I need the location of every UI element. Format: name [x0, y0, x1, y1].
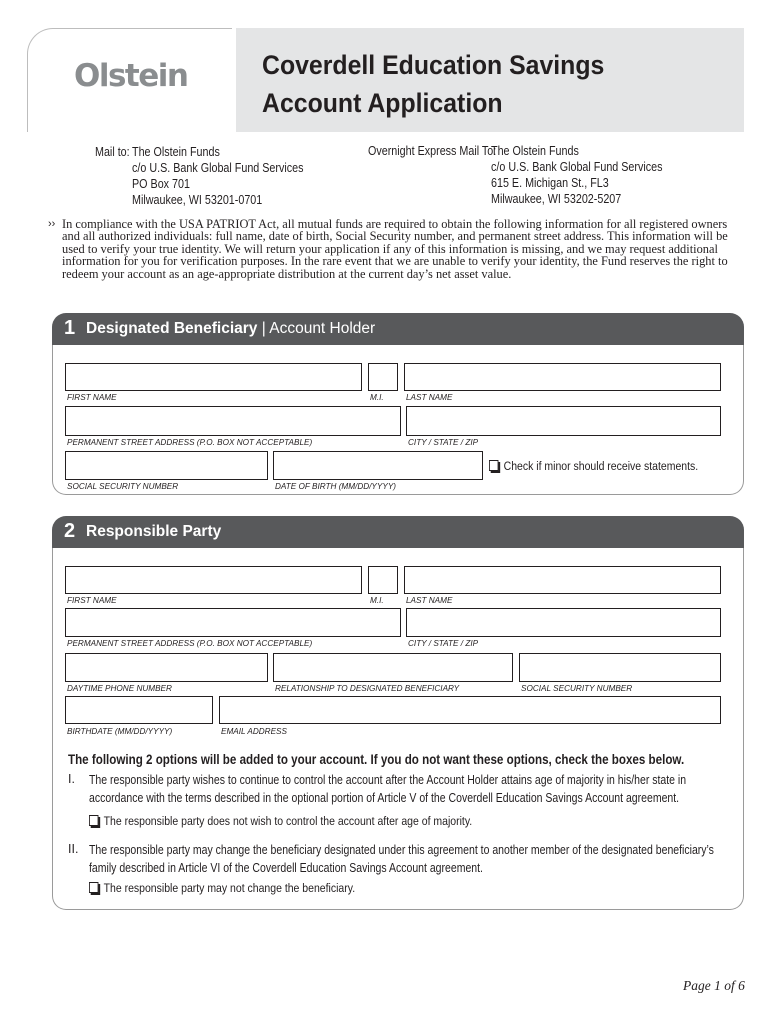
section-1-title: Designated Beneficiary | Account Holder [86, 320, 376, 337]
s2-first-name-field[interactable] [65, 566, 362, 594]
minor-statements-checkbox[interactable]: Check if minor should receive statements. [489, 459, 698, 473]
s1-ssn-field[interactable] [65, 451, 268, 480]
mail-to-label: Mail to: [95, 145, 130, 159]
s2-relationship-label: RELATIONSHIP TO DESIGNATED BENEFICIARY [275, 684, 460, 693]
s2-ssn-label: SOCIAL SECURITY NUMBER [521, 684, 633, 693]
s1-last-name-field[interactable] [404, 363, 721, 391]
mail-to-address: The Olstein Funds c/o U.S. Bank Global Fund Services PO Box 701 Milwaukee, WI 53201-0701 [132, 145, 304, 207]
section-2-header [52, 516, 744, 548]
s1-dob-field[interactable] [273, 451, 483, 480]
s2-email-field[interactable] [219, 696, 721, 724]
patriot-act-notice [48, 218, 738, 280]
checkbox-icon[interactable] [489, 460, 498, 471]
s1-dob-label: DATE OF BIRTH (MM/DD/YYYY) [275, 482, 397, 491]
section-2-number: 2 [64, 520, 76, 542]
s2-phone-label: DAYTIME PHONE NUMBER [67, 684, 172, 693]
page-title: Coverdell Education Savings Account Application [262, 50, 605, 118]
s2-mi-field[interactable] [368, 566, 398, 594]
olstein-logo: Olstein [74, 58, 188, 94]
notice-text: In compliance with the USA PATRIOT Act, all mutual funds are required to obtain the following information for all registered owners and all authorized individuals: full name, date of birth, Social Security number, and permanent street address. This information will be used to verify your true identity. We will return your application if any of this information is missing, and we may request additional information for you for verification purposes. In the rare event that we are unable to verify your identity, the Fund reserves the right to redeem your account as an age-appropriate distribution at the current day’s net asset value. [62, 217, 728, 281]
arrows-icon: ›› [48, 218, 56, 230]
s2-phone-field[interactable] [65, 653, 268, 682]
overnight-label: Overnight Express Mail To: [368, 144, 497, 158]
s1-last-name-label: LAST NAME [406, 393, 453, 402]
section-1-number: 1 [64, 317, 76, 339]
s2-relationship-field[interactable] [273, 653, 513, 682]
options-heading: The following 2 options will be added to your account. If you do not want these options, check the boxes below. [68, 752, 685, 767]
page-number: Page 1 of 6 [683, 978, 745, 993]
option-2-number: II. [68, 842, 79, 856]
no-beneficiary-change-checkbox[interactable]: The responsible party may not change the beneficiary. [89, 881, 355, 895]
no-control-after-majority-checkbox[interactable]: The responsible party does not wish to control the account after age of majority. [89, 814, 472, 828]
s2-birthdate-field[interactable] [65, 696, 213, 724]
checkbox-icon[interactable] [89, 882, 98, 893]
s1-first-name-label: FIRST NAME [67, 393, 117, 402]
s1-address-label: PERMANENT STREET ADDRESS (P.O. BOX NOT ACCEPTABLE) [67, 438, 313, 447]
s2-city-field[interactable] [406, 608, 721, 637]
s1-mi-label: M.I. [370, 393, 384, 402]
s1-mi-field[interactable] [368, 363, 398, 391]
s1-address-field[interactable] [65, 406, 401, 436]
option-1-text: The responsible party wishes to continue to control the account after the Account Holder attains age of majority in his/her state in accordance with the terms described in the optional portion of Article V of the Coverdell Education Savings Account agreement. [89, 773, 687, 805]
s1-city-label: CITY / STATE / ZIP [408, 438, 479, 447]
s1-city-field[interactable] [406, 406, 721, 436]
s2-mi-label: M.I. [370, 596, 384, 605]
s2-last-name-label: LAST NAME [406, 596, 453, 605]
checkbox-icon[interactable] [89, 815, 98, 826]
s2-birthdate-label: BIRTHDATE (MM/DD/YYYY) [67, 727, 173, 736]
s2-address-label: PERMANENT STREET ADDRESS (P.O. BOX NOT ACCEPTABLE) [67, 639, 313, 648]
overnight-address: The Olstein Funds c/o U.S. Bank Global Fund Services 615 E. Michigan St., FL3 Milwaukee, WI 53202-5207 [491, 144, 663, 206]
s2-last-name-field[interactable] [404, 566, 721, 594]
option-1-number: I. [68, 772, 75, 786]
section-2-title: Responsible Party [86, 523, 222, 540]
s2-ssn-field[interactable] [519, 653, 721, 682]
s2-first-name-label: FIRST NAME [67, 596, 117, 605]
s1-first-name-field[interactable] [65, 363, 362, 391]
s2-address-field[interactable] [65, 608, 401, 637]
section-1-header [52, 313, 744, 345]
s2-email-label: EMAIL ADDRESS [221, 727, 287, 736]
option-2-text: The responsible party may change the beneficiary designated under this agreement to another member of the designated beneficiary’s family described in Article VI of the Coverdell Education Savings Account agreement. [89, 843, 714, 875]
s1-ssn-label: SOCIAL SECURITY NUMBER [67, 482, 179, 491]
s2-city-label: CITY / STATE / ZIP [408, 639, 479, 648]
